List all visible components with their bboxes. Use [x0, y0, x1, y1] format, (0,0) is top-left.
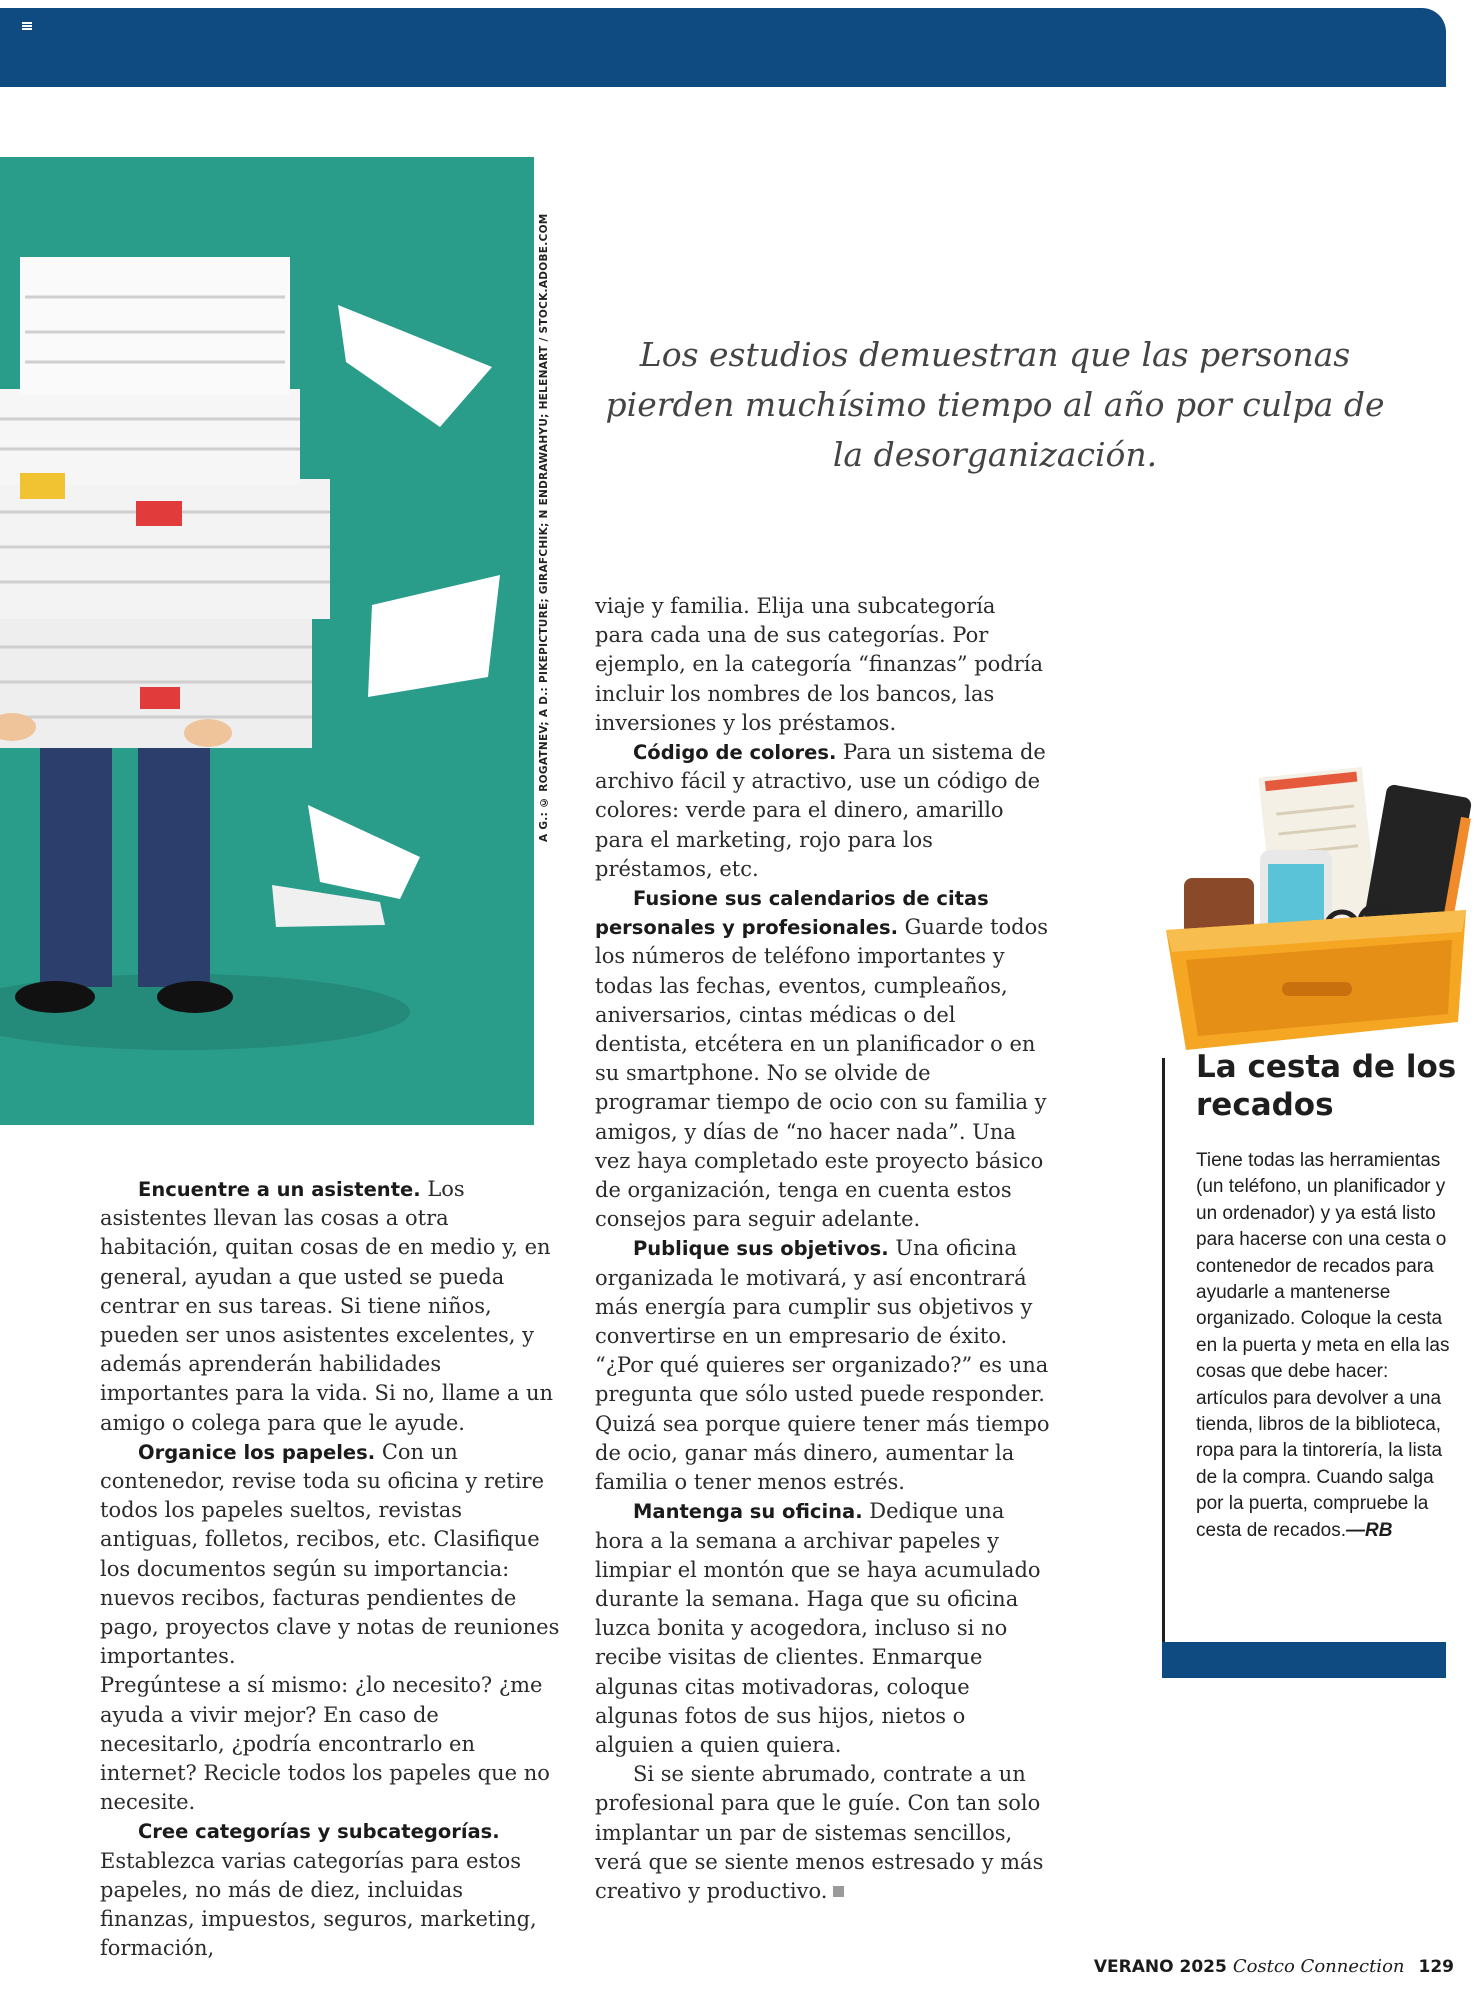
paragraph-lead: Fusione sus calendarios de citas personales y profesionales.	[595, 887, 989, 940]
paragraph: Fusione sus calendarios de citas personales y profesionales. Guarde todos los números de teléfono importantes y todas las fechas, eventos, cumpleaños, aniversarios, cintas médicas o del dentista, etcétera en un planificador o en su smartphone. No se olvide de programar tiempo de ocio con su familia y amigos, y días de “no hacer nada”. Una vez haya completado este proyecto básico de organización, tenga en cuenta estos consejos para seguir adelante.	[595, 887, 1049, 1232]
stacked-papers-illustration	[0, 157, 534, 1125]
basket-illustration	[1162, 760, 1482, 1060]
paragraph: Encuentre a un asistente. Los asistentes llevan las cosas a otra habitación, quitan cosas de en medio y, en general, ayudan a que usted se pueda centrar en sus tareas. Si tiene niños, pueden ser unos asistentes excelentes, y además aprenderán habilidades importantes para la vida. Si no, llame a un amigo o colega para que le ayude.	[100, 1177, 554, 1435]
paragraph: Cree categorías y subcategorías. Establezca varias categorías para estos papeles, no más de diez, incluidas finanzas, impuestos, seguros, marketing, formación,	[100, 1820, 537, 1961]
photo-credit: A G.: © ROGATNEV; A D.: PIKEPICTURE; GIRAFCHIK; N ENDRAWAHYU; HELENART / STOCK.ADOBE.COM	[538, 213, 550, 842]
paragraph-lead: Publique sus objetivos.	[633, 1237, 889, 1261]
sidebar-signature: —RB	[1345, 1519, 1393, 1541]
page-footer	[1094, 1956, 1454, 1977]
paragraph: viaje y familia. Elija una subcategoría para cada una de sus categorías. Por ejemplo, en la categoría “finanzas” podría incluir los nombres de los bancos, las inversiones y los préstamos.	[595, 594, 1044, 735]
sidebar-rule	[1162, 1058, 1165, 1653]
paragraph: Publique sus objetivos. Una oficina organizada le motivará, y así encontrará más energía para cumplir sus objetivos y convertirse en un empresario de éxito. “¿Por qué quieres ser organizado?” es una pregunta que sólo usted puede responder. Quizá sea porque quiere tener más tiempo de ocio, ganar más dinero, aumentar la familia o tener menos estrés.	[595, 1236, 1050, 1495]
issue-season: VERANO 2025	[1093, 1957, 1227, 1977]
top-banner	[0, 8, 1446, 87]
pull-quote: Los estudios demuestran que las personas pierden muchísimo tiempo al año por culpa de la desorganización.	[605, 335, 1385, 474]
paragraph: Organice los papeles. Con un contenedor, revise toda su oficina y retire todos los papeles sueltos, revistas antiguas, folletos, recibos, etc. Clasifique los documentos según su importancia: nuevos recibos, facturas pendientes de pago, proyectos clave y notas de reuniones importantes.	[100, 1439, 560, 1669]
paragraph-lead: Código de colores.	[633, 741, 837, 765]
paragraph-lead: Mantenga su oficina.	[633, 1500, 863, 1524]
end-mark-icon	[833, 1886, 844, 1897]
paragraph-lead: Organice los papeles.	[138, 1440, 376, 1464]
paragraph: Pregúntese a sí mismo: ¿lo necesito? ¿me ayuda a vivir mejor? En caso de necesitarlo, ¿podría encontrarlo en internet? Recicle todos los papeles que no necesite.	[100, 1673, 550, 1815]
article-column-1	[100, 1175, 562, 1963]
paragraph-lead: Cree categorías y subcategorías.	[138, 1820, 500, 1844]
menu-icon	[22, 22, 32, 30]
article-column-2	[595, 592, 1050, 1906]
paragraph-lead: Encuentre a un asistente.	[138, 1178, 421, 1201]
paragraph: Si se siente abrumado, contrate a un profesional para que le guíe. Con tan solo implantar un par de sistemas sencillos, verá que se siente menos estresado y más creativo y productivo.	[595, 1762, 1044, 1903]
paragraph: Código de colores. Para un sistema de archivo fácil y atractivo, use un código de colores: verde para el dinero, amarillo para el marketing, rojo para los préstamos, etc.	[595, 740, 1046, 881]
magazine-name: Costco Connection	[1232, 1956, 1405, 1977]
sidebar-footer-bar	[1162, 1642, 1446, 1678]
errand-basket-illustration	[1162, 760, 1482, 1060]
paragraph: Mantenga su oficina. Dedique una hora a la semana a archivar papeles y limpiar el montón que se haya acumulado durante la semana. Haga que su oficina luzca bonita y acogedora, incluso si no recibe visitas de clientes. Enmarque algunas citas motivadoras, coloque algunas fotos de sus hijos, nietos o alguien a quien quiera.	[595, 1499, 1041, 1757]
sidebar-title: La cesta de los recados	[1196, 1049, 1457, 1123]
sidebar-body: Tiene todas las herramientas (un teléfono, un planificador y un ordenador) y ya está listo para hacerse con una cesta o contenedor de recados para ayudarle a mantenerse organizado. Coloque la cesta en la puerta y meta en ella las cosas que debe hacer: artículos para devolver a una tienda, libros de la biblioteca, ropa para la tintorería, la lista de la compra. Cuando salga por la puerta, compruebe la cesta de recados.—RB	[1196, 1150, 1450, 1541]
illustration-paper-stack	[0, 157, 534, 1125]
page-number: 129	[1418, 1957, 1454, 1977]
